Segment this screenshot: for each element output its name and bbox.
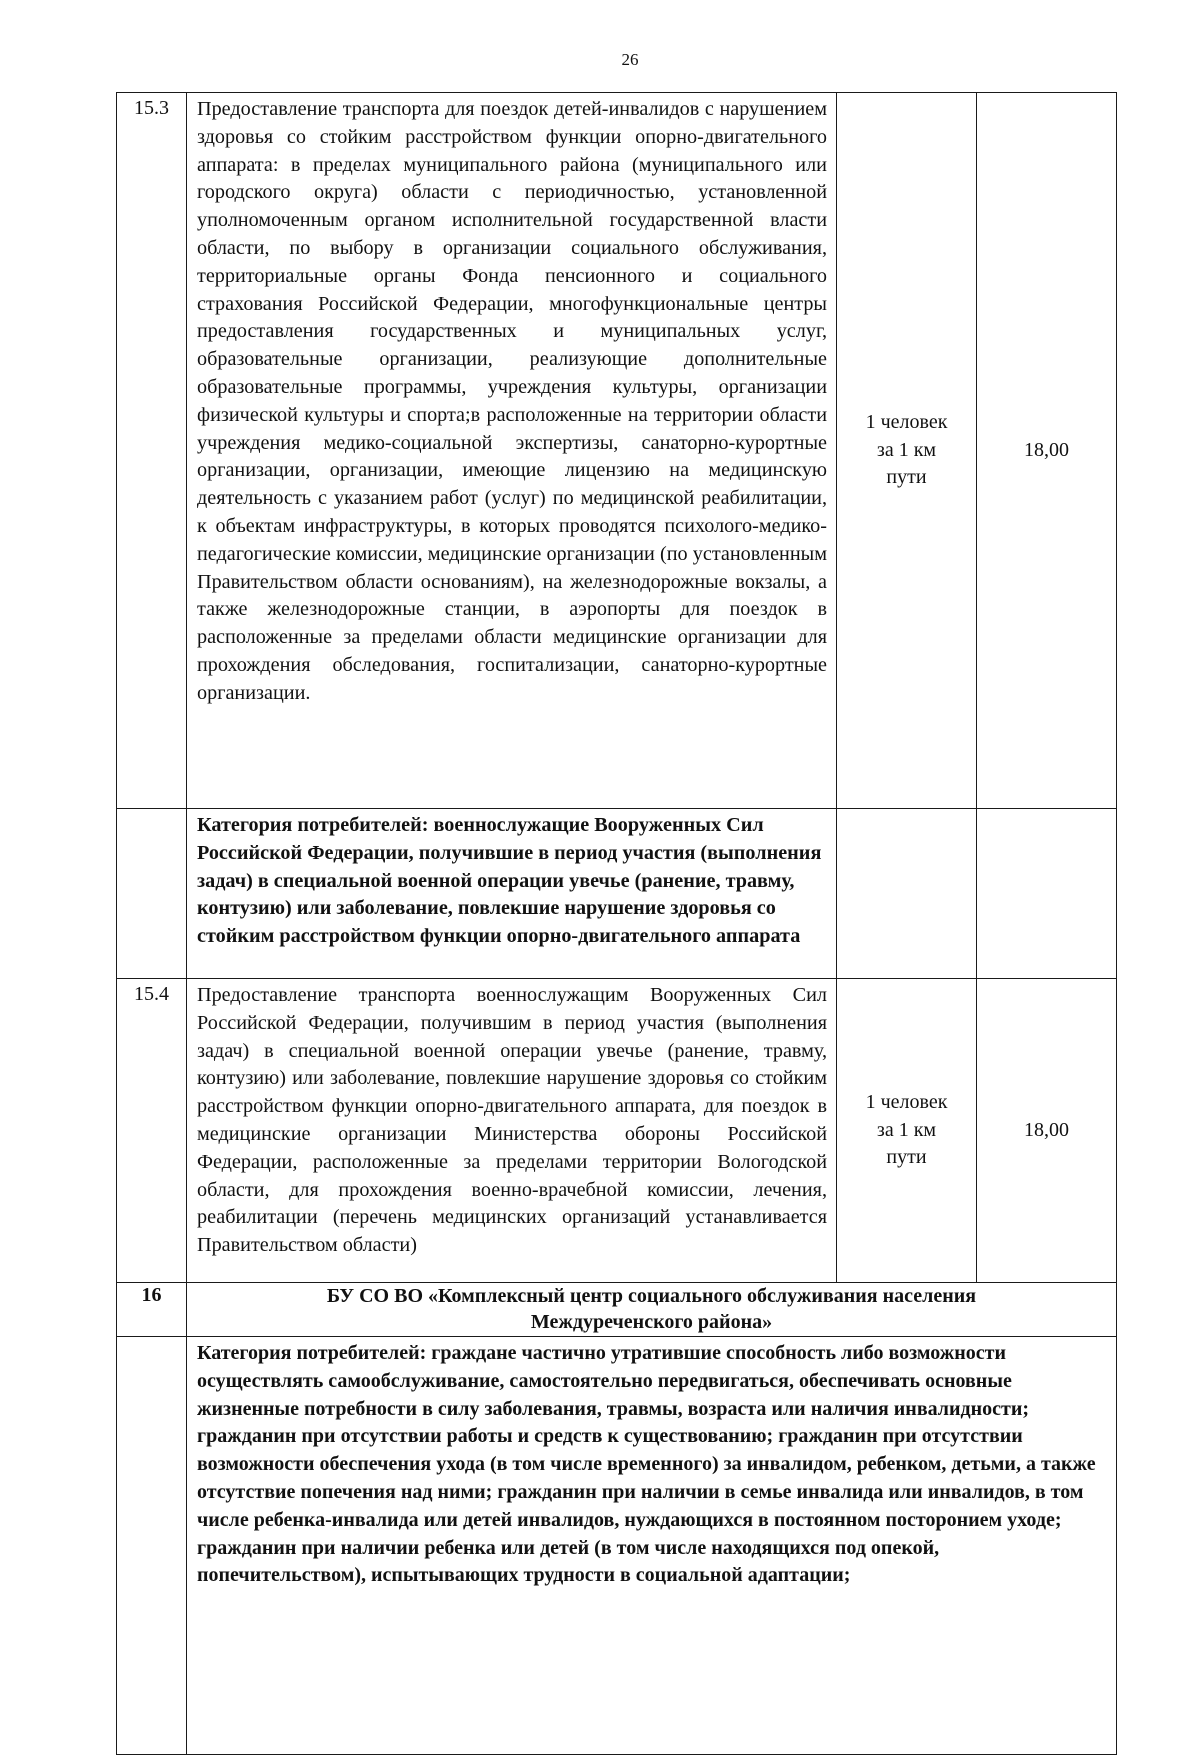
organization-line: БУ СО ВО «Комплексный центр социального обслуживания населения (326, 1285, 977, 1307)
price-cell: 18,00 (977, 979, 1117, 1283)
service-description: Предоставление транспорта для поездок детей-инвалидов с нарушением здоровья со стойким расстройством функции опорно-двигательного аппарата: в пределах муниципального района (муниципального или городского округа) области с периодичностью, установленной уполномоченным органом исполнительной государственной власти области, по выбору в организации социального обслуживания, территориальные органы Фонда пенсионного и социального страхования Российской Федерации, многофункциональные центры предоставления государственных и муниципальных услуг, образовательные организации, реализующие дополнительные образовательные программы, учреждения культуры, организации физической культуры и спорта;в расположенные на территории области учреждения медико-социальной экспертизы, санаторно-курортные организации, организации, имеющие лицензию на медицинскую деятельность с указанием работ (услуг) по медицинской реабилитации, к объектам инфраструктуры, в которых проводятся психолого-медико-педагогические комиссии, медицинские организации (по установленным Правительством области основаниям), на железнодорожные вокзалы, а также железнодорожные станции, в аэропорты для поездок в расположенные за пределами области медицинские организации для прохождения обследования, госпитализации, санаторно-курортные организации. (187, 93, 837, 809)
empty-cell (837, 809, 977, 979)
empty-cell (977, 809, 1117, 979)
unit-cell (837, 93, 977, 809)
service-description: Предоставление транспорта военнослужащим Вооруженных Сил Российской Федерации, получившим в период участия (выполнения задач) в специальной военной операции увечье (ранение, травму, контузию) или заболевание, повлекшие нарушение здоровья со стойким расстройством функции опорно-двигательного аппарата, для поездок в медицинские организации Министерства обороны Российской Федерации, расположенные за пределами территории Вологодской области, для прохождения военно-врачебной комиссии, лечения, реабилитации (перечень медицинских организаций устанавливается Правительством области) (187, 979, 837, 1283)
table-row (117, 979, 1117, 1283)
table-row (117, 1337, 1117, 1755)
unit-line: 1 человек (865, 411, 948, 434)
row-number: 16 (117, 1283, 187, 1337)
page-number: 26 (621, 50, 639, 69)
unit-line: за 1 км (876, 438, 937, 461)
tariff-table (116, 92, 1117, 1755)
consumer-category: Категория потребителей: граждане частично утратившие способность либо возможности осуществлять самообслуживание, самостоятельно передвигаться, обеспечивать основные жизненные потребности в силу заболевания, травмы, возраста или наличия инвалидности; гражданин при отсутствии работы и средств к существованию; гражданин при отсутствии возможности обеспечения ухода (в том числе временного) за инвалидом, ребенком, детьми, а также отсутствие попечения над ними; гражданин при наличии в семье инвалида или инвалидов, в том числе ребенка-инвалида или детей инвалидов, нуждающихся в постоянном посторонием уходе; гражданин при наличии ребенка или детей (в том числе находящихся под опекой, попечительством), испытывающих трудности в социальной адаптации; (187, 1337, 1117, 1755)
table-row (117, 809, 1117, 979)
empty-cell (117, 1337, 187, 1755)
price-cell: 18,00 (977, 93, 1117, 809)
consumer-category: Категория потребителей: военнослужащие Вооруженных Сил Российской Федерации, получившие в период участия (выполнения задач) в специальной военной операции увечье (ранение, травму, контузию) или заболевание, повлекшие нарушение здоровья со стойким расстройством функции опорно-двигательного аппарата (187, 809, 837, 979)
empty-cell (117, 809, 187, 979)
unit-line: пути (886, 466, 927, 489)
table-row (117, 1283, 1117, 1337)
row-number: 15.3 (117, 93, 187, 809)
unit-cell (837, 979, 977, 1283)
table-row (117, 93, 1117, 809)
row-number: 15.4 (117, 979, 187, 1283)
organization-name (187, 1283, 1117, 1337)
unit-line: за 1 км (876, 1118, 937, 1141)
organization-line: Междуреченского района» (530, 1311, 773, 1333)
unit-line: 1 человек (865, 1091, 948, 1114)
unit-line: пути (886, 1146, 927, 1169)
